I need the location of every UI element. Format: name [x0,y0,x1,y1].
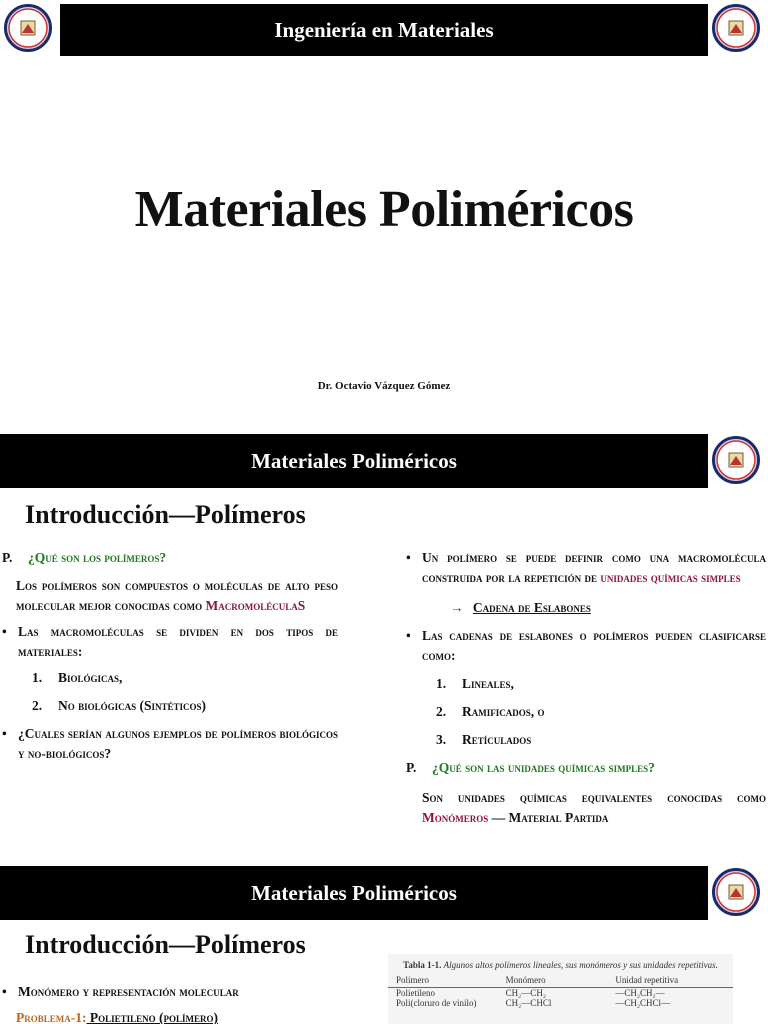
answer-text: Los polímeros son compuestos o moléculas de alto peso molecular mejor conocidas como [16,578,338,613]
list-text: Lineales, [462,676,514,691]
seal-icon [715,7,757,49]
bullet-text: Las cadenas de eslabones o polímeros pueden clasificarse como: [422,628,766,663]
bullet-text: Un polímero se puede definir como una macromolécula construida por la repetición de [422,550,766,585]
table-header-cell: Polímero [396,975,429,985]
list-text: Ramificados, o [462,704,545,719]
question-row [2,548,338,568]
slide2-header-bar [0,434,708,488]
seal-icon [715,871,757,913]
table-header [388,975,733,988]
seal-icon [7,7,49,49]
list-number: 1. [436,676,447,691]
slide2-header: Materiales Poliméricos [251,448,457,473]
table-cell: Polietileno [396,988,435,998]
question-row [406,758,766,778]
table-cell: CH₂—CHCl [505,998,552,1008]
bullet-item: • Las cadenas de eslabones o polímeros pueden clasificarse como: [406,626,766,666]
arrow-icon: → [450,600,464,615]
list-number: 1. [32,670,43,685]
institution-logo [712,4,760,52]
question-text: ¿Qué son los polímeros? [28,550,167,565]
answer-highlight: MacromoléculaS [205,598,306,613]
bullet-text: Monómero y representación molecular [18,984,239,999]
slide3-header: Materiales Poliméricos [251,880,457,905]
slide3-heading: Introducción—Polímeros [25,930,306,959]
list-number: 2. [32,698,43,713]
slide2-heading: Introducción—Polímeros [25,500,306,529]
table-row [388,998,733,1008]
table-row [388,988,733,998]
table-cell: —CH₂CHCl— [615,998,670,1008]
bullet-highlight: unidades químicas simples [600,570,741,585]
polymer-table [388,954,733,1024]
list-text: No biológicas (Sintéticos) [58,698,207,713]
problem-text: Polietileno (polímero) [86,1010,219,1024]
institution-logo [4,4,52,52]
bullet-item: • Las macromoléculas se dividen en dos tipos de materiales: [2,622,338,662]
slide3-header-bar [0,866,708,920]
list-item [32,696,338,716]
table-cell: CH₂—CH₂ [505,988,546,998]
seal-icon [715,439,757,481]
table-caption-text: Algunos altos polímeros lineales, sus monómeros y sus unidades repetitivas. [443,960,718,970]
chain-text: Cadena de Eslabones [472,600,591,615]
slide1-title: Materiales Poliméricos [134,181,634,238]
table-header-cell: Monómero [505,975,546,985]
question-label: P. [406,760,417,775]
bullet-item: • Monómero y representación molecular [2,982,372,1002]
list-number: 2. [436,704,447,719]
bullet-text: Las macromoléculas se dividen en dos tipos de materiales: [18,624,338,659]
answer-tail: — Material Partida [488,810,609,825]
list-item [436,674,766,694]
institution-logo [712,868,760,916]
slide1-header-bar [60,4,708,56]
bullet-text: ¿Cuales serían algunos ejemplos de polímeros biológicos y no-biológicos? [18,726,338,761]
slide2-right-column [406,548,766,828]
answer-text: Son unidades químicas equivalentes conocidas como [422,790,766,805]
chain-row [450,598,766,618]
problem-label: Problema-1: [16,1010,87,1024]
institution-logo [712,436,760,484]
question-text: ¿Qué son las unidades químicas simples? [432,760,655,775]
list-text: Retículados [462,732,532,747]
bullet-item: • Un polímero se puede definir como una macromolécula construida por la repetición de unidades químicas simples [406,550,766,585]
list-number: 3. [436,732,447,747]
slide1-author: Dr. Octavio Vázquez Gómez [317,380,451,392]
answer-highlight: Monómeros [422,810,489,825]
question-label: P. [2,550,13,565]
answer-paragraph [422,788,766,828]
slide3-left-column [2,982,372,1024]
table-cell: —CH₂CH₂— [615,988,665,998]
table-caption-label: Tabla 1-1. [403,960,442,970]
bullet-item: • ¿Cuales serían algunos ejemplos de polímeros biológicos y no-biológicos? [2,724,338,764]
list-item [436,702,766,722]
problem-row [16,1008,372,1024]
table-caption [388,954,733,971]
table-cell: Poli(cloruro de vinilo) [396,998,477,1008]
list-item [32,668,338,688]
slide2-left-column [2,548,338,764]
list-item [436,730,766,750]
answer-paragraph [16,576,338,616]
list-text: Biológicas, [58,670,123,685]
slide1-header: Ingeniería en Materiales [274,17,494,42]
table-header-cell: Unidad repetitiva [615,975,679,985]
